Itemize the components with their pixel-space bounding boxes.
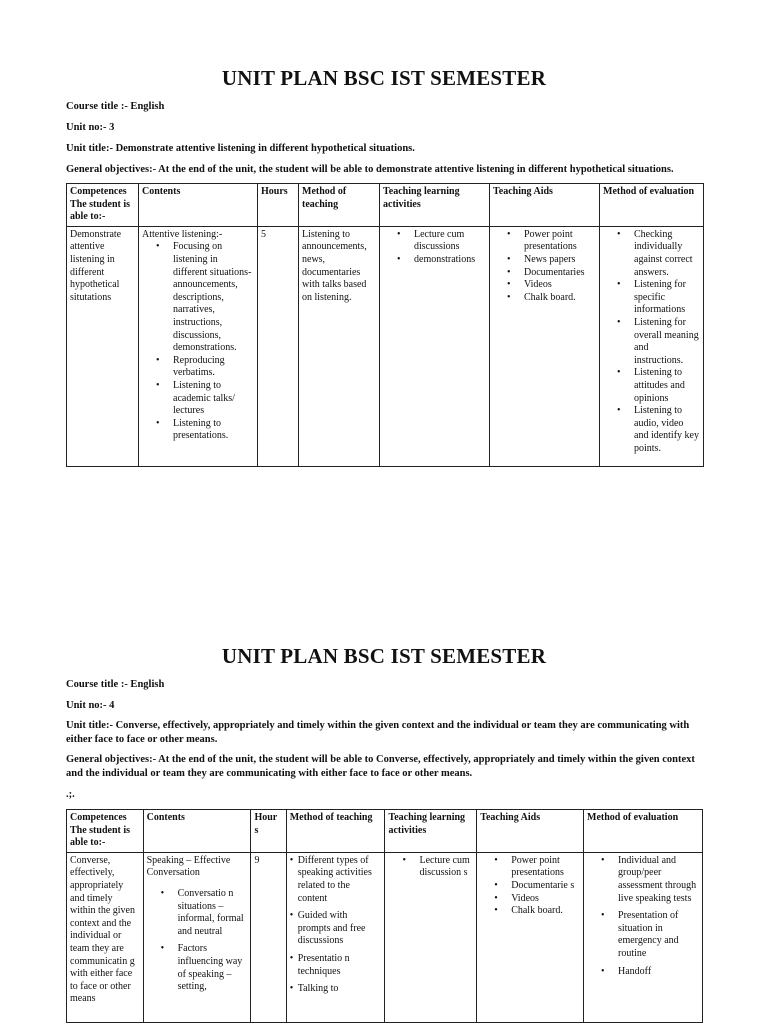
list-item: • Power point presentations bbox=[494, 855, 580, 880]
unit3-general-objectives: General objectives:- At the end of the unit, the student will be able to demonstrate attentive listening in different hypothetical situations. bbox=[66, 164, 674, 175]
aids-cell bbox=[477, 852, 584, 1022]
header-method-of-teaching: Method of teaching bbox=[299, 184, 380, 227]
list-item: • Listening to academic talks/ lectures bbox=[156, 380, 254, 418]
table-header-row bbox=[67, 184, 704, 227]
list-item: • Listening for specific informations bbox=[617, 279, 700, 317]
activities-cell bbox=[380, 226, 490, 466]
header-teaching-aids: Teaching Aids bbox=[477, 810, 584, 853]
list-item: • Lecture cum discussions bbox=[397, 229, 486, 254]
list-item: • Listening for overall meaning and instructions. bbox=[617, 317, 700, 367]
list-item: • demonstrations bbox=[397, 254, 486, 267]
header-method-of-evaluation: Method of evaluation bbox=[600, 184, 704, 227]
header-contents: Contents bbox=[139, 184, 258, 227]
header-teaching-learning-activities: Teaching learning activities bbox=[380, 184, 490, 227]
list-item: • Talking to bbox=[290, 983, 382, 996]
activities-cell bbox=[385, 852, 477, 1022]
hours-cell: 9 bbox=[251, 852, 286, 1022]
list-item: • Factors influencing way of speaking – setting, bbox=[161, 943, 248, 993]
list-item: • Guided with prompts and free discussions bbox=[290, 910, 382, 948]
unit3-course-title: Course title :- English bbox=[66, 101, 165, 112]
unit3-unit-number: Unit no:- 3 bbox=[66, 122, 115, 133]
stray-marks: .;. bbox=[66, 789, 75, 800]
header-contents: Contents bbox=[143, 810, 251, 853]
evaluation-cell bbox=[600, 226, 704, 466]
unit4-general-objectives: General objectives:- At the end of the unit, the student will be able to Converse, effectively, appropriately and timely within the given context and the individual or team they are communicating with either face to face or other means. bbox=[66, 754, 695, 779]
list-item: • Conversatio n situations – informal, formal and neutral bbox=[161, 888, 248, 938]
list-item: • Videos bbox=[494, 893, 580, 906]
contents-intro: Attentive listening:- bbox=[142, 228, 223, 240]
list-item: • Handoff bbox=[601, 966, 699, 979]
list-item: • Listening to attitudes and opinions bbox=[617, 367, 700, 405]
aids-cell bbox=[490, 226, 600, 466]
list-item: • Documentarie s bbox=[494, 880, 580, 893]
competence-cell: Converse, effectively, appropriately and timely within the given context and the individual or team they are communicatin g with either face to face or other means bbox=[67, 852, 144, 1022]
list-item: • Presentatio n techniques bbox=[290, 953, 382, 978]
unit3-unit-title: Unit title:- Demonstrate attentive listening in different hypothetical situations. bbox=[66, 143, 415, 154]
list-item: • Lecture cum discussion s bbox=[402, 855, 473, 880]
table-row bbox=[67, 226, 704, 466]
list-item: • Listening to presentations. bbox=[156, 418, 254, 443]
unit3-page-title: UNIT PLAN BSC IST SEMESTER bbox=[221, 66, 547, 90]
method-cell bbox=[286, 852, 385, 1022]
list-item: • Reproducing verbatims. bbox=[156, 355, 254, 380]
list-item: • Chalk board. bbox=[507, 292, 596, 305]
unit4-unit-number: Unit no:- 4 bbox=[66, 700, 115, 711]
unit4-plan-table bbox=[66, 809, 703, 1023]
competence-cell: Demonstrate attentive listening in different hypothetical situtations bbox=[67, 226, 139, 466]
contents-cell bbox=[139, 226, 258, 466]
table-row bbox=[67, 852, 703, 1022]
list-item: • Different types of speaking activities related to the content bbox=[290, 855, 382, 905]
list-item: • Presentation of situation in emergency and routine bbox=[601, 910, 699, 960]
unit4-course-title: Course title :- English bbox=[66, 679, 165, 690]
header-method-of-evaluation: Method of evaluation bbox=[584, 810, 703, 853]
method-cell: Listening to announcements, news, documentaries with talks based on listening. bbox=[299, 226, 380, 466]
list-item: • Checking individually against correct answers. bbox=[617, 229, 700, 279]
list-item: • Focusing on listening in different situations- announcements, descriptions, narratives, instructions, discussions, demonstrations. bbox=[156, 241, 254, 354]
unit3-plan-table bbox=[66, 183, 704, 467]
contents-intro: Speaking – Effective Conversation bbox=[146, 854, 231, 879]
header-competences: Competences The student is able to:- bbox=[67, 184, 139, 227]
list-item: • Videos bbox=[507, 279, 596, 292]
header-teaching-learning-activities: Teaching learning activities bbox=[385, 810, 477, 853]
unit4-unit-title: Unit title:- Converse, effectively, appropriately and timely within the given context and the individual or team they are communicating with either face to face or other means. bbox=[66, 720, 690, 745]
list-item: • News papers bbox=[507, 254, 596, 267]
unit4-page-title: UNIT PLAN BSC IST SEMESTER bbox=[221, 644, 547, 668]
table-header-row bbox=[67, 810, 703, 853]
list-item: • Documentaries bbox=[507, 267, 596, 280]
header-hours: Hours bbox=[258, 184, 299, 227]
evaluation-cell bbox=[584, 852, 703, 1022]
list-item: • Listening to audio, video and identify key points. bbox=[617, 405, 700, 455]
list-item: • Chalk board. bbox=[494, 905, 580, 918]
header-hours: Hour s bbox=[251, 810, 286, 853]
list-item: • Power point presentations bbox=[507, 229, 596, 254]
header-teaching-aids: Teaching Aids bbox=[490, 184, 600, 227]
header-competences: Competences The student is able to:- bbox=[67, 810, 144, 853]
hours-cell: 5 bbox=[258, 226, 299, 466]
list-item: • Individual and group/peer assessment through live speaking tests bbox=[601, 855, 699, 905]
header-method-of-teaching: Method of teaching bbox=[286, 810, 385, 853]
contents-cell bbox=[143, 852, 251, 1022]
